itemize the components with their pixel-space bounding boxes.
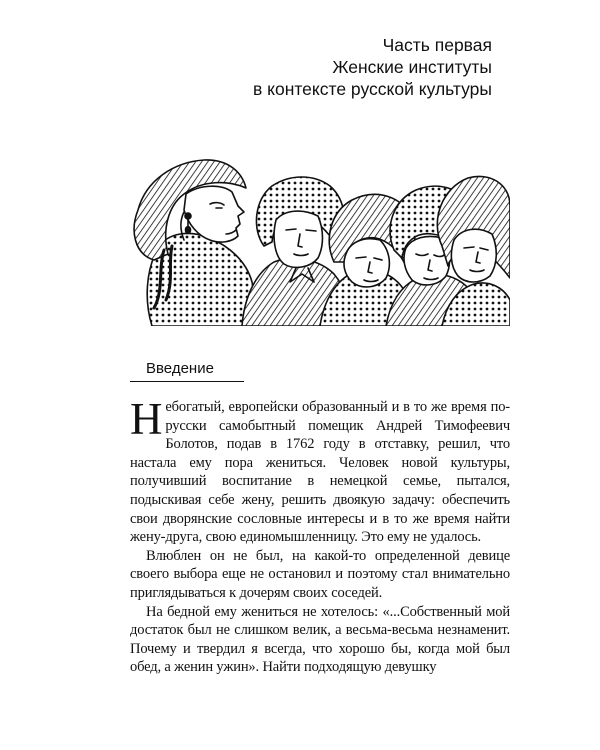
part-heading-line-1: Часть первая — [382, 35, 492, 55]
section-title-underline — [130, 381, 244, 382]
part-heading — [132, 34, 492, 100]
section-title: Введение — [146, 360, 214, 377]
part-heading-line-2: Женские институты — [332, 57, 492, 77]
paragraph-3: На бедной ему жениться не хотелось: «...Собственный мой достаток был не слишком велик, а весьма-весьма незнаменит. Почему и твердил я всегда, что хорошо бы, когда мой был обед, а женин ужин». Найти подходящую девушку — [130, 603, 510, 676]
body-text — [130, 394, 510, 677]
paragraph-1 — [130, 394, 510, 547]
women-engraving-illustration — [124, 150, 510, 326]
paragraph-2: Влюблен он не был, на какой-то определенной девице своего выбора еще не остановил и поэтому стал внимательно приглядываться к дочерям своих соседей. — [130, 547, 510, 601]
paragraph-1-text: ебогатый, европейски образованный и в то же время по-русски самобытный помещик Андрей Тимофеевич Болотов, подав в 1762 году в отставку, решил, что настала ему пора жениться. Человек новой культуры, получивший воспитание в немецкой семье, пытался, подыскивая себе жену, решить двоякую задачу: обеспечить свои дворянские сословные интересы и в то же время найти жену-друга, свою единомышленницу. Это ему не удалось. — [130, 399, 510, 546]
drop-cap: Н — [130, 394, 163, 444]
part-heading-line-3: в контексте русской культуры — [252, 79, 492, 99]
